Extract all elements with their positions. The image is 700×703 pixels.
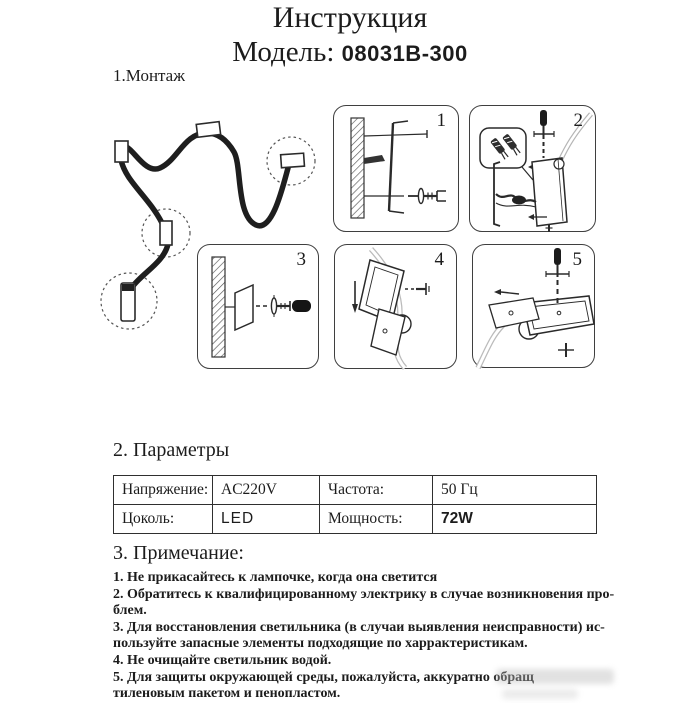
screw-fork	[437, 191, 446, 201]
note-line: 1. Не прикасайтесь к лампочке, когда она светится	[113, 570, 438, 585]
page-title: Инструкция	[272, 1, 428, 34]
screw-washer	[271, 298, 276, 314]
wall-bracket-a	[115, 141, 128, 162]
wall-hatch	[351, 118, 364, 218]
step-5-fasten-fixture-diagram	[472, 244, 595, 368]
note-line: 4. Не очищайте светильник водой.	[113, 652, 332, 668]
table-row	[114, 476, 597, 505]
step-number: 4	[434, 249, 444, 270]
step-3-plate-screw-diagram	[197, 244, 319, 369]
screw-washer	[418, 189, 423, 204]
cord-upper-run	[121, 133, 288, 226]
note-line: 5. Для защиты окружающей среды, пожалуйста, аккуратно обращ	[113, 669, 534, 685]
table-row	[114, 505, 597, 534]
step-1-wall-bracket-diagram	[333, 105, 459, 232]
cord-to-lamp-run	[133, 244, 168, 286]
step-2-wiring-diagram	[469, 105, 596, 232]
section-heading-montage: 1.Монтаж	[113, 66, 185, 85]
param-value-power: 72W	[433, 505, 597, 534]
screwdriver-handle	[540, 110, 547, 126]
param-label-power: Мощность:	[320, 505, 433, 534]
note-line: блем.	[113, 603, 147, 619]
param-value-socket: LED	[213, 505, 320, 534]
note-line: пользуйте запасные элементы подходящие по харрактеристикам.	[113, 636, 528, 652]
param-label-voltage: Напряжение:	[114, 476, 213, 505]
lamp-head-connector	[122, 284, 134, 291]
model-line	[0, 36, 700, 70]
step-number: 2	[573, 110, 583, 131]
screwdriver-handle	[292, 300, 311, 312]
arrow-down	[352, 304, 358, 313]
wall-hatch	[212, 257, 225, 357]
blurred-text-smudge	[496, 669, 614, 684]
param-label-socket: Цоколь:	[114, 505, 213, 534]
step-4-slide-fixture-diagram	[334, 244, 457, 369]
note-line: 3. Для восстановления светильника (в случаи выявления неисправности) ис-	[113, 619, 605, 635]
note-line: 2. Обратитесь к квалифицированному электрику в случае возникновения про-	[113, 586, 615, 602]
wall-bracket-c	[281, 153, 305, 168]
screwdriver-handle	[554, 248, 561, 265]
param-label-frequency: Частота:	[320, 476, 433, 505]
parameters-table	[113, 475, 597, 534]
mounting-plate	[235, 285, 253, 330]
blurred-text-smudge	[502, 689, 578, 699]
param-value-voltage: AC220V	[213, 476, 320, 505]
section-heading-parameters: 2. Параметры	[113, 439, 230, 461]
step-number: 1	[436, 110, 446, 131]
arrow-left-bottom	[528, 214, 534, 220]
note-line: тиленовым пакетом и пенопластом.	[113, 686, 341, 702]
section-heading-notes: 3. Примечание:	[113, 542, 244, 564]
wall-bracket-d	[160, 221, 172, 245]
param-value-frequency: 50 Гц	[433, 476, 597, 505]
wall-bracket-b	[196, 122, 220, 138]
step-number: 3	[296, 249, 306, 270]
step-number: 5	[572, 249, 582, 270]
model-label: Модель:	[232, 36, 335, 68]
arrow-left	[494, 289, 501, 295]
model-number: 08031B-300	[341, 41, 468, 66]
